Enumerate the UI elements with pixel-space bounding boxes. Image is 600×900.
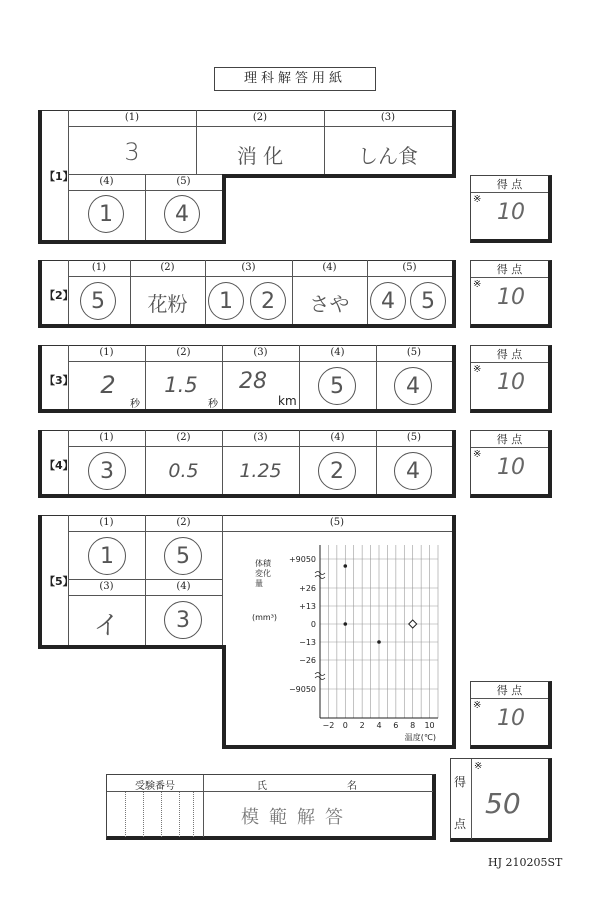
data-point-diamond xyxy=(409,620,417,628)
question-number: (2) xyxy=(176,347,191,358)
y-tick-label: 0 xyxy=(310,620,316,629)
answer-text: 1.5 xyxy=(164,373,198,397)
circled-answer: 3 xyxy=(164,601,202,639)
question-number: (3) xyxy=(241,262,256,273)
question-number: (5) xyxy=(402,262,417,273)
question-number: (1) xyxy=(99,517,114,528)
name-label: 名 xyxy=(347,781,357,792)
score-value: 10 xyxy=(497,706,525,731)
section-2 xyxy=(38,260,456,328)
question-number: (2) xyxy=(176,517,191,528)
y-tick-label: −13 xyxy=(299,638,316,647)
answer-text: 2 xyxy=(100,371,116,399)
circled-answer: 1 xyxy=(88,195,124,233)
unit-label: 秒 xyxy=(130,399,140,410)
y-tick-label: +13 xyxy=(299,602,316,611)
section-label: 【1】 xyxy=(44,170,74,183)
answer-text: イ xyxy=(93,611,120,641)
question-number: (4) xyxy=(330,347,345,358)
y-tick-label: +9050 xyxy=(288,555,316,564)
page-title: 理科解答用紙 xyxy=(214,67,376,91)
question-number: (2) xyxy=(176,432,191,443)
exam-number-label: 受験番号 xyxy=(135,781,175,792)
score-box xyxy=(470,430,552,498)
data-point xyxy=(377,640,381,644)
score-header: 得 点 xyxy=(471,431,548,448)
graph-ylabel: 体積変化量 xyxy=(255,559,271,588)
question-number: (1) xyxy=(99,347,114,358)
question-number: (4) xyxy=(322,262,337,273)
x-tick-label: 4 xyxy=(376,721,382,730)
question-number: (3) xyxy=(380,112,396,123)
score-box xyxy=(470,345,552,413)
score-box xyxy=(470,260,552,328)
note-mark: ※ xyxy=(473,364,482,375)
total-score-value: 50 xyxy=(485,787,521,820)
score-header: 得 点 xyxy=(471,176,548,193)
question-number: (4) xyxy=(330,432,345,443)
circled-answer: 4 xyxy=(394,452,432,490)
data-point xyxy=(343,622,347,626)
score-value: 10 xyxy=(497,200,525,225)
form-code: HJ 210205ST xyxy=(488,856,563,869)
answer-text: しん食 xyxy=(358,144,418,168)
candidate-info-box xyxy=(106,774,436,840)
question-number: (4) xyxy=(176,581,191,592)
name-label: 氏 xyxy=(257,781,267,792)
section-label: 【2】 xyxy=(44,289,74,302)
question-number: (5) xyxy=(406,347,422,358)
x-tick-label: −2 xyxy=(322,721,335,730)
x-tick-label: 2 xyxy=(359,721,365,730)
section-label: 【5】 xyxy=(44,575,74,588)
total-score-box xyxy=(450,758,552,842)
answer-text: 消 化 xyxy=(236,144,284,168)
section-5 xyxy=(38,515,456,749)
graph-ylabel-unit: (mm³) xyxy=(252,613,278,622)
question-number: (3) xyxy=(253,347,268,358)
section-1 xyxy=(38,110,456,244)
question-number: (5) xyxy=(176,176,191,187)
total-label-bottom: 点 xyxy=(454,817,467,831)
circled-answer: 2 xyxy=(250,282,286,320)
question-number: (3) xyxy=(99,581,114,592)
data-point xyxy=(343,564,347,568)
answer-text: 3 xyxy=(124,138,140,166)
x-tick-label: 6 xyxy=(393,721,399,730)
answer-text: 花粉 xyxy=(147,292,188,316)
note-mark: ※ xyxy=(473,449,482,460)
section-4 xyxy=(38,430,456,498)
question-number: (2) xyxy=(160,262,175,273)
x-tick-label: 0 xyxy=(342,721,348,730)
note-mark: ※ xyxy=(473,194,482,205)
name-value: 模範解答 xyxy=(241,807,353,828)
y-tick-label: −9050 xyxy=(288,685,316,694)
answer-text: さや xyxy=(309,292,350,316)
circled-answer: 3 xyxy=(88,452,126,490)
circled-answer: 5 xyxy=(410,282,446,320)
circled-answer: 1 xyxy=(208,282,244,320)
circled-answer: 5 xyxy=(318,367,356,405)
score-value: 10 xyxy=(497,455,525,480)
section-label: 【4】 xyxy=(44,459,74,472)
question-number: (5) xyxy=(406,432,422,443)
question-number: (5) xyxy=(329,517,345,528)
note-mark: ※ xyxy=(473,700,482,711)
score-header: 得 点 xyxy=(471,346,548,363)
score-box xyxy=(470,175,552,243)
question-number: (1) xyxy=(99,432,114,443)
circled-answer: 4 xyxy=(164,195,200,233)
total-label-top: 得 xyxy=(454,775,467,789)
section-label: 【3】 xyxy=(44,374,74,387)
question-number: (2) xyxy=(252,112,268,123)
circled-answer: 5 xyxy=(80,282,116,320)
x-tick-label: 10 xyxy=(424,721,435,730)
y-tick-label: −26 xyxy=(299,656,316,665)
answer-text: 28 xyxy=(239,369,267,394)
circled-answer: 2 xyxy=(318,452,356,490)
circled-answer: 5 xyxy=(164,537,202,575)
score-value: 10 xyxy=(497,285,525,310)
question-number: (3) xyxy=(253,432,268,443)
circled-answer: 4 xyxy=(370,282,406,320)
score-value: 10 xyxy=(497,370,525,395)
score-box xyxy=(470,681,552,749)
y-tick-label: +26 xyxy=(299,584,316,593)
question-number: (4) xyxy=(99,176,114,187)
x-tick-label: 8 xyxy=(410,721,416,730)
temperature-volume-graph xyxy=(268,535,448,745)
section-3 xyxy=(38,345,456,413)
note-mark: ※ xyxy=(473,279,482,290)
question-number: (1) xyxy=(124,112,140,123)
x-axis-label: 温度(℃) xyxy=(404,733,436,742)
circled-answer: 4 xyxy=(394,367,432,405)
score-header: 得 点 xyxy=(471,682,548,699)
unit-label: km xyxy=(278,394,297,408)
unit-label: 秒 xyxy=(208,399,218,410)
circled-answer: 1 xyxy=(88,537,126,575)
note-mark: ※ xyxy=(474,761,483,772)
question-number: (1) xyxy=(91,262,107,273)
answer-text: 0.5 xyxy=(168,460,199,482)
answer-text: 1.25 xyxy=(239,460,282,482)
score-header: 得 点 xyxy=(471,261,548,278)
